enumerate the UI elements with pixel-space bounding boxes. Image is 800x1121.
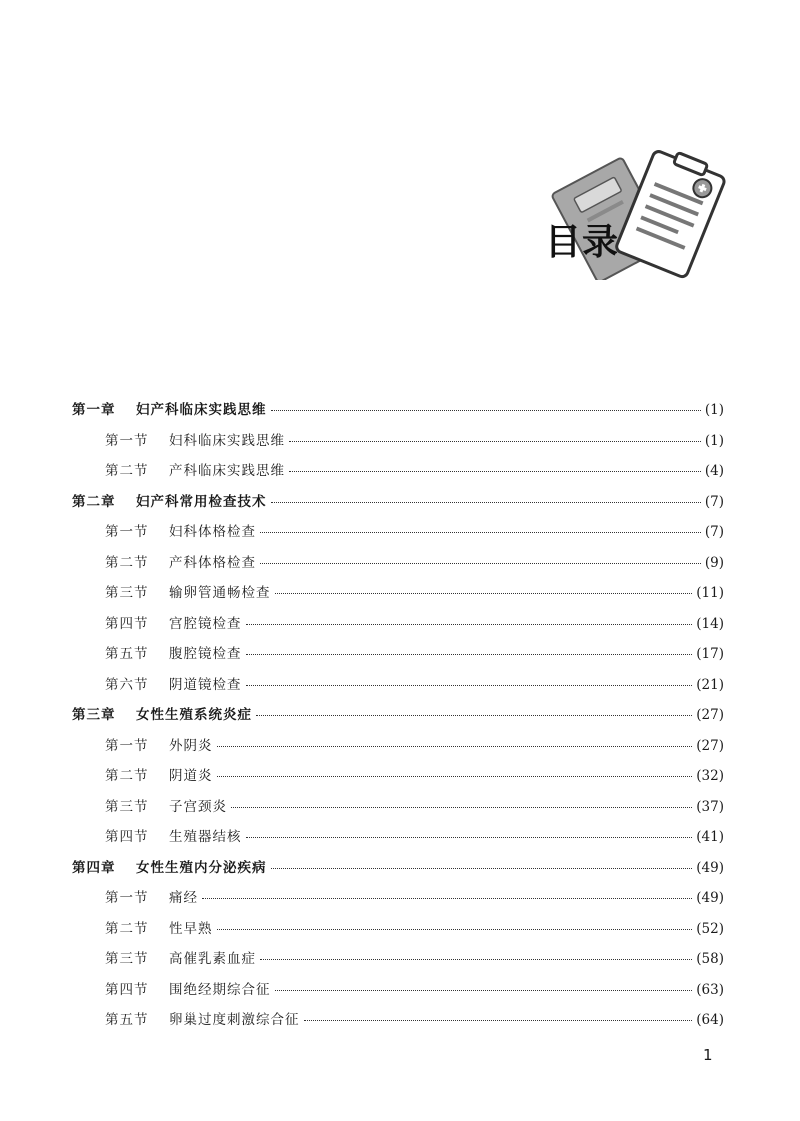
- toc-entry-title: 输卵管通畅检查: [169, 585, 271, 601]
- toc-entry-page: (1): [704, 402, 724, 418]
- dot-leader: [275, 592, 693, 594]
- toc-chapter-entry[interactable]: [72, 490, 724, 521]
- toc-entry-title: 产科体格检查: [169, 554, 256, 571]
- toc-entry-title: 阴道炎: [169, 768, 213, 784]
- dot-leader: [275, 989, 693, 991]
- toc-entry-number: 第二节: [105, 920, 149, 937]
- toc-entry-page: (49): [696, 890, 724, 906]
- toc-entry-page: (17): [696, 646, 724, 662]
- toc-entry-number: 第三节: [105, 951, 149, 967]
- toc-entry-title: 产科临床实践思维: [169, 463, 285, 479]
- toc-section-entry[interactable]: [72, 886, 724, 917]
- toc-entry-title: 外阴炎: [169, 737, 213, 754]
- toc-entry-page: (9): [704, 554, 724, 571]
- toc-entry-number: 第二节: [105, 554, 149, 571]
- toc-entry-title: 阴道镜检查: [169, 676, 242, 693]
- dot-leader: [289, 470, 701, 472]
- toc-entry-number: 第一节: [105, 524, 149, 540]
- toc-section-entry[interactable]: [72, 429, 724, 460]
- toc-entry-number: 第四节: [105, 981, 149, 998]
- toc-entry-page: (4): [704, 463, 724, 479]
- toc-entry-number: 第四节: [105, 829, 149, 845]
- toc-entry-page: (32): [696, 768, 724, 784]
- dot-leader: [217, 775, 693, 777]
- toc-entry-title: 痛经: [169, 890, 198, 906]
- toc-section-entry[interactable]: [72, 795, 724, 826]
- toc-entry-page: (49): [696, 859, 724, 876]
- toc-section-entry[interactable]: [72, 459, 724, 490]
- toc-entry-number: 第六节: [105, 676, 149, 693]
- dot-leader: [246, 836, 693, 838]
- toc-section-entry[interactable]: [72, 764, 724, 795]
- toc-entry-number: 第五节: [105, 1012, 149, 1028]
- toc-entry-page: (11): [696, 585, 724, 601]
- toc-entry-title: 卵巢过度刺激综合征: [169, 1012, 300, 1028]
- toc-entry-number: 第一章: [72, 402, 116, 418]
- toc-chapter-entry[interactable]: [72, 398, 724, 429]
- toc-section-entry[interactable]: [72, 917, 724, 948]
- dot-leader: [304, 1019, 693, 1021]
- toc-chapter-entry[interactable]: [72, 703, 724, 734]
- toc-entry-title: 女性生殖内分泌疾病: [136, 859, 267, 876]
- toc-section-entry[interactable]: [72, 947, 724, 978]
- toc-entry-number: 第一节: [105, 432, 149, 449]
- dot-leader: [260, 562, 701, 564]
- toc-entry-title: 生殖器结核: [169, 829, 242, 845]
- dot-leader: [217, 928, 693, 930]
- dot-leader: [202, 897, 692, 899]
- dot-leader: [246, 623, 693, 625]
- dot-leader: [231, 806, 692, 808]
- dot-leader: [260, 958, 692, 960]
- toc-entry-page: (1): [704, 432, 724, 449]
- toc-entry-number: 第四章: [72, 859, 116, 876]
- toc-entry-title: 高催乳素血症: [169, 951, 256, 967]
- toc-entry-title: 妇产科临床实践思维: [136, 402, 267, 418]
- toc-entry-title: 宫腔镜检查: [169, 615, 242, 632]
- dot-leader: [256, 714, 692, 716]
- dot-leader: [260, 531, 701, 533]
- toc-entry-number: 第五节: [105, 646, 149, 662]
- dot-leader: [271, 501, 701, 503]
- toc-entry-number: 第一节: [105, 737, 149, 754]
- page-title: 目录: [545, 222, 620, 263]
- dot-leader: [289, 440, 701, 442]
- page-number: 1: [703, 1046, 713, 1064]
- toc-entry-page: (41): [696, 829, 724, 845]
- toc-section-entry[interactable]: [72, 642, 724, 673]
- toc-entry-number: 第二章: [72, 493, 116, 510]
- toc-chapter-entry[interactable]: [72, 856, 724, 887]
- toc-section-entry[interactable]: [72, 825, 724, 856]
- toc-entry-page: (27): [696, 737, 724, 754]
- toc-entry-title: 性早熟: [169, 920, 213, 937]
- dot-leader: [271, 409, 701, 411]
- toc-section-entry[interactable]: [72, 551, 724, 582]
- toc-entry-page: (21): [696, 676, 724, 693]
- toc-entry-number: 第三节: [105, 585, 149, 601]
- toc-entry-number: 第一节: [105, 890, 149, 906]
- dot-leader: [246, 653, 693, 655]
- toc-entry-title: 子宫颈炎: [169, 798, 227, 815]
- toc-entry-number: 第四节: [105, 615, 149, 632]
- toc-section-entry[interactable]: [72, 1008, 724, 1039]
- toc-entry-title: 围绝经期综合征: [169, 981, 271, 998]
- toc-entry-page: (64): [696, 1012, 724, 1028]
- table-of-contents: [72, 398, 724, 1039]
- toc-section-entry[interactable]: [72, 520, 724, 551]
- toc-entry-title: 妇产科常用检查技术: [136, 493, 267, 510]
- dot-leader: [217, 745, 693, 747]
- toc-section-entry[interactable]: [72, 581, 724, 612]
- toc-entry-page: (7): [704, 524, 724, 540]
- toc-section-entry[interactable]: [72, 612, 724, 643]
- dot-leader: [271, 867, 693, 869]
- toc-entry-page: (14): [696, 615, 724, 632]
- toc-section-entry[interactable]: [72, 978, 724, 1009]
- toc-entry-title: 妇科体格检查: [169, 524, 256, 540]
- toc-entry-page: (58): [696, 951, 724, 967]
- toc-entry-number: 第三章: [72, 707, 116, 723]
- toc-entry-page: (63): [696, 981, 724, 998]
- toc-entry-number: 第三节: [105, 798, 149, 815]
- toc-entry-title: 妇科临床实践思维: [169, 432, 285, 449]
- toc-entry-title: 女性生殖系统炎症: [136, 707, 252, 723]
- toc-entry-page: (52): [696, 920, 724, 937]
- toc-section-entry[interactable]: [72, 673, 724, 704]
- toc-section-entry[interactable]: [72, 734, 724, 765]
- toc-entry-page: (7): [704, 493, 724, 510]
- dot-leader: [246, 684, 693, 686]
- toc-entry-page: (27): [696, 707, 724, 723]
- toc-entry-number: 第二节: [105, 463, 149, 479]
- toc-entry-number: 第二节: [105, 768, 149, 784]
- toc-entry-title: 腹腔镜检查: [169, 646, 242, 662]
- toc-entry-page: (37): [696, 798, 724, 815]
